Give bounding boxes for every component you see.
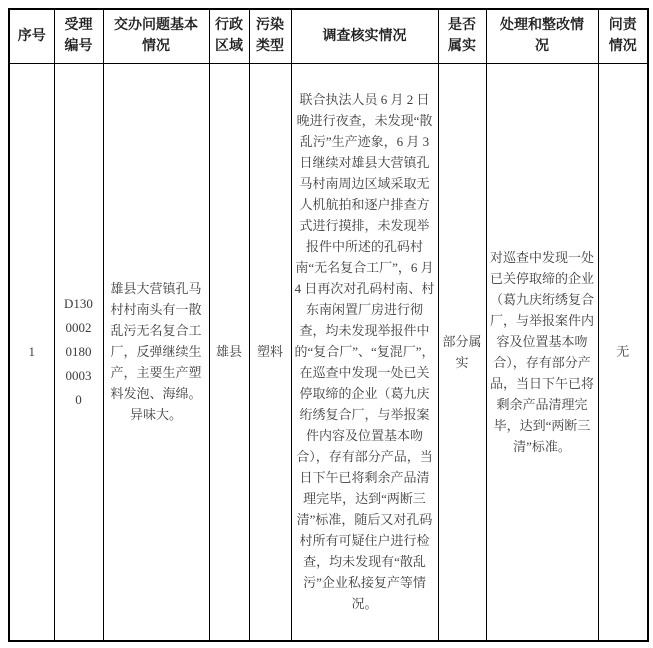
header-seq-no: 序号	[9, 9, 54, 63]
table-header-row	[9, 9, 648, 63]
cell-admin-region: 雄县	[209, 63, 249, 641]
cell-seq-no: 1	[9, 63, 54, 641]
header-acceptance-no: 受理编号	[54, 9, 103, 63]
cell-problem-description: 雄县大营镇孔马村村南头有一散乱污无名复合工厂，反弹继续生产，主要生产塑料发泡、海绵。异味大。	[103, 63, 209, 641]
cell-accountability: 无	[598, 63, 648, 641]
header-admin-region: 行政区域	[209, 9, 249, 63]
cell-is-verified: 部分属实	[438, 63, 486, 641]
cell-acceptance-no	[54, 63, 103, 641]
acceptance-number-text: D1300002018000030	[64, 295, 93, 407]
cell-investigation: 联合执法人员 6 月 2 日晚进行夜查，未发现“散乱污”生产迹象，6 月 3 日继续对雄县大营镇孔马村南周边区域采取无人机航拍和逐户排查方式进行摸排，未发现举报件中所述的孔码村南“无名复合工厂”，6 月 4 日再次对孔码村南、村东南闲置厂房进行彻查，均未发现举报件中的“复合厂”、“复混厂”，在巡查中发现一处已关停取缔的企业（葛九庆绗绣复合厂，与举报案件内容及位置基本吻合），存有部分产品，当日下午已将剩余产品清理完毕，达到“两断三清”标准，随后又对孔码村所有可疑住户进行检查，均未发现有“散乱污”企业私接复产等情况。	[291, 63, 438, 641]
header-problem-description: 交办问题基本情况	[103, 9, 209, 63]
cell-handling-rectification: 对巡查中发现一处已关停取缔的企业（葛九庆绗绣复合厂，与举报案件内容及位置基本吻合），存有部分产品，当日下午已将剩余产品清理完毕，达到“两断三清”标准。	[486, 63, 598, 641]
header-is-verified: 是否属实	[438, 9, 486, 63]
header-pollution-type: 污染类型	[249, 9, 291, 63]
cell-pollution-type: 塑料	[249, 63, 291, 641]
table-row	[9, 63, 648, 641]
header-handling-rectification: 处理和整改情况	[486, 9, 598, 63]
complaint-handling-table	[8, 8, 649, 642]
header-investigation: 调查核实情况	[291, 9, 438, 63]
header-accountability: 问责情况	[598, 9, 648, 63]
